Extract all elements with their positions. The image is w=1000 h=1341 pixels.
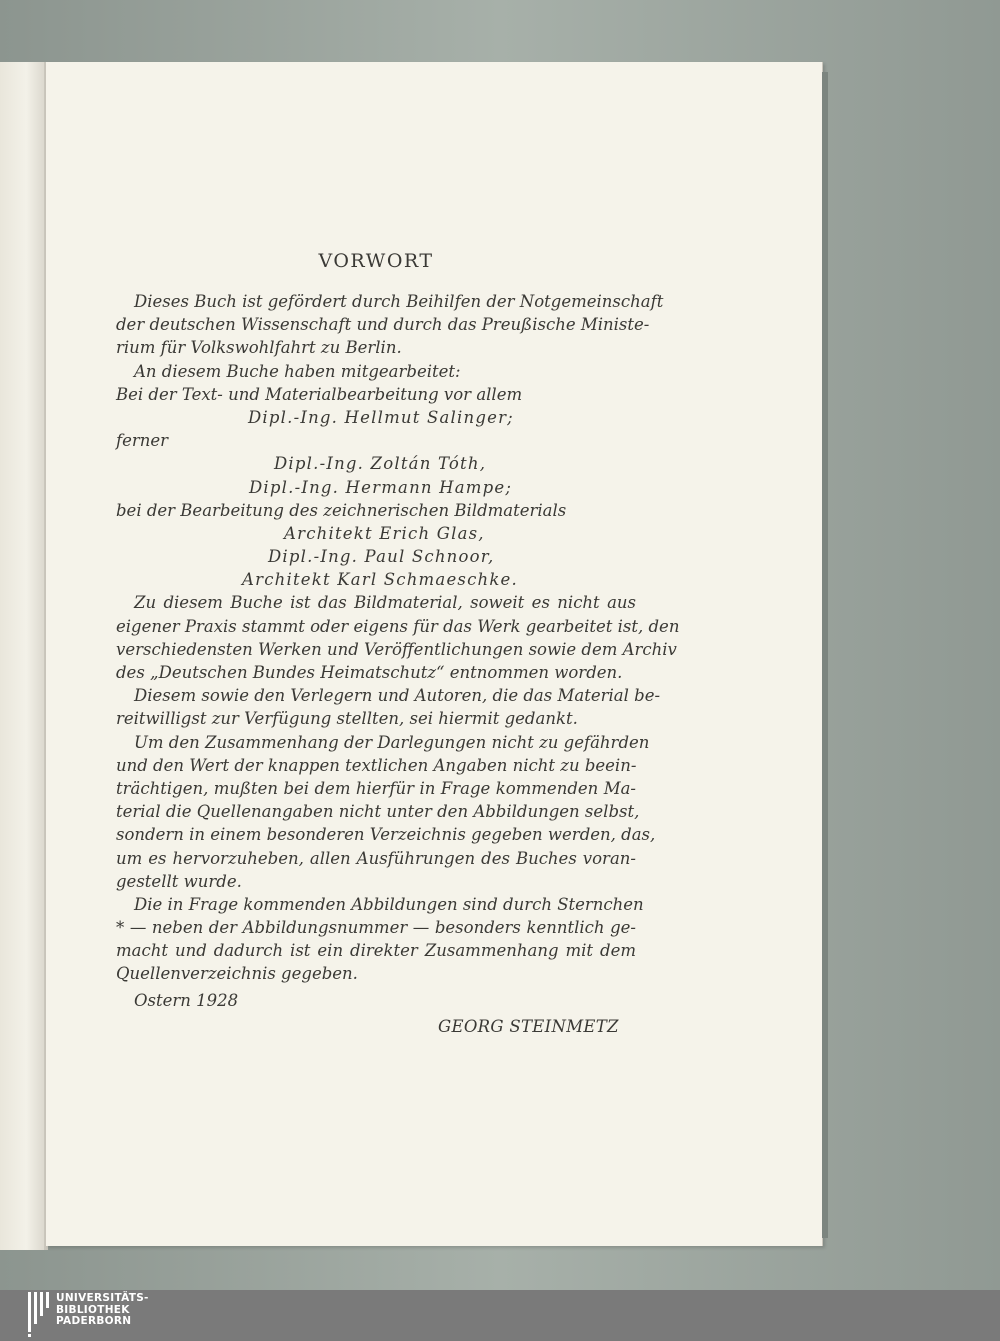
foreword-text [116, 290, 680, 1012]
text-line: des „Deutschen Bundes Heimatschutz“ entnommen worden. [116, 663, 623, 682]
text-line: ferner [116, 431, 169, 451]
text-line: der deutschen Wissenschaft und durch das Preußische Ministe- [116, 315, 650, 335]
contributor-name: Architekt Karl Schmaeschke. [242, 570, 518, 590]
text-line: gestellt wurde. [116, 871, 242, 891]
text-line: verschiedensten Werken und Veröffentlichungen sowie dem Archiv [116, 639, 677, 659]
text-line: Dieses Buch ist gefördert durch Beihilfen der Notgemeinschaft [134, 292, 664, 311]
text-line: rium für Volkswohlfahrt zu Berlin. [116, 338, 402, 358]
text-line: macht und dadurch ist ein direkter Zusammenhang mit dem [116, 941, 636, 961]
contributor-name: Dipl.-Ing. Hellmut Salinger; [248, 407, 514, 427]
text-line: Diesem sowie den Verlegern und Autoren, die das Material be- [134, 686, 661, 706]
text-line: Die in Frage kommenden Abbildungen sind durch Sternchen [134, 894, 644, 914]
text-line: trächtigen, mußten bei dem hierfür in Frage kommenden Ma- [116, 778, 636, 798]
text-line: Bei der Text- und Materialbearbeitung vor allem [116, 384, 523, 404]
logo-line: PADERBORN [56, 1315, 132, 1327]
contributor-name: Dipl.-Ing. Zoltán Tóth, [274, 454, 487, 474]
contributor-name: Dipl.-Ing. Paul Schnoor, [268, 547, 495, 567]
text-line: bei der Bearbeitung des zeichnerischen Bildmaterials [116, 500, 567, 520]
contributor-name: Dipl.-Ing. Hermann Hampe; [249, 477, 513, 497]
contributor-name: Architekt Erich Glas, [284, 523, 485, 543]
text-line: und den Wert der knappen textlichen Angaben nicht zu beein- [116, 755, 637, 775]
text-line: terial die Quellenangaben nicht unter den Abbildungen selbst, [116, 802, 640, 822]
text-line: sondern in einem besonderen Verzeichnis gegeben werden, das, [116, 825, 656, 845]
logo-line: UNIVERSITÄTS- [56, 1292, 149, 1304]
library-footer [0, 1290, 1000, 1341]
left-page-edge [0, 62, 45, 1250]
text-line: Um den Zusammenhang der Darlegungen nicht zu gefährden [134, 732, 650, 752]
text-line: um es hervorzuheben, allen Ausführungen des Buches voran- [116, 848, 636, 868]
date-line: Ostern 1928 [134, 990, 239, 1010]
library-logo-text [56, 1293, 149, 1328]
text-line: eigener Praxis stammt oder eigens für das Werk gearbeitet ist, den [116, 616, 680, 636]
library-logo-icon [28, 1292, 50, 1338]
page-title: VORWORT [318, 250, 434, 272]
logo-line: BIBLIOTHEK [56, 1303, 130, 1316]
text-line: Quellenverzeichnis gegeben. [116, 964, 358, 984]
author-signature: GEORG STEINMETZ [438, 1017, 619, 1036]
text-line: reitwilligst zur Verfügung stellten, sei hiermit gedankt. [116, 709, 578, 729]
text-line: Zu diesem Buche ist das Bildmaterial, soweit es nicht aus [134, 593, 636, 613]
book-cover-edge [822, 72, 828, 1238]
text-line: An diesem Buche haben mitgearbeitet: [134, 361, 461, 381]
text-line: * — neben der Abbildungsnummer — besonders kenntlich ge- [116, 918, 636, 938]
